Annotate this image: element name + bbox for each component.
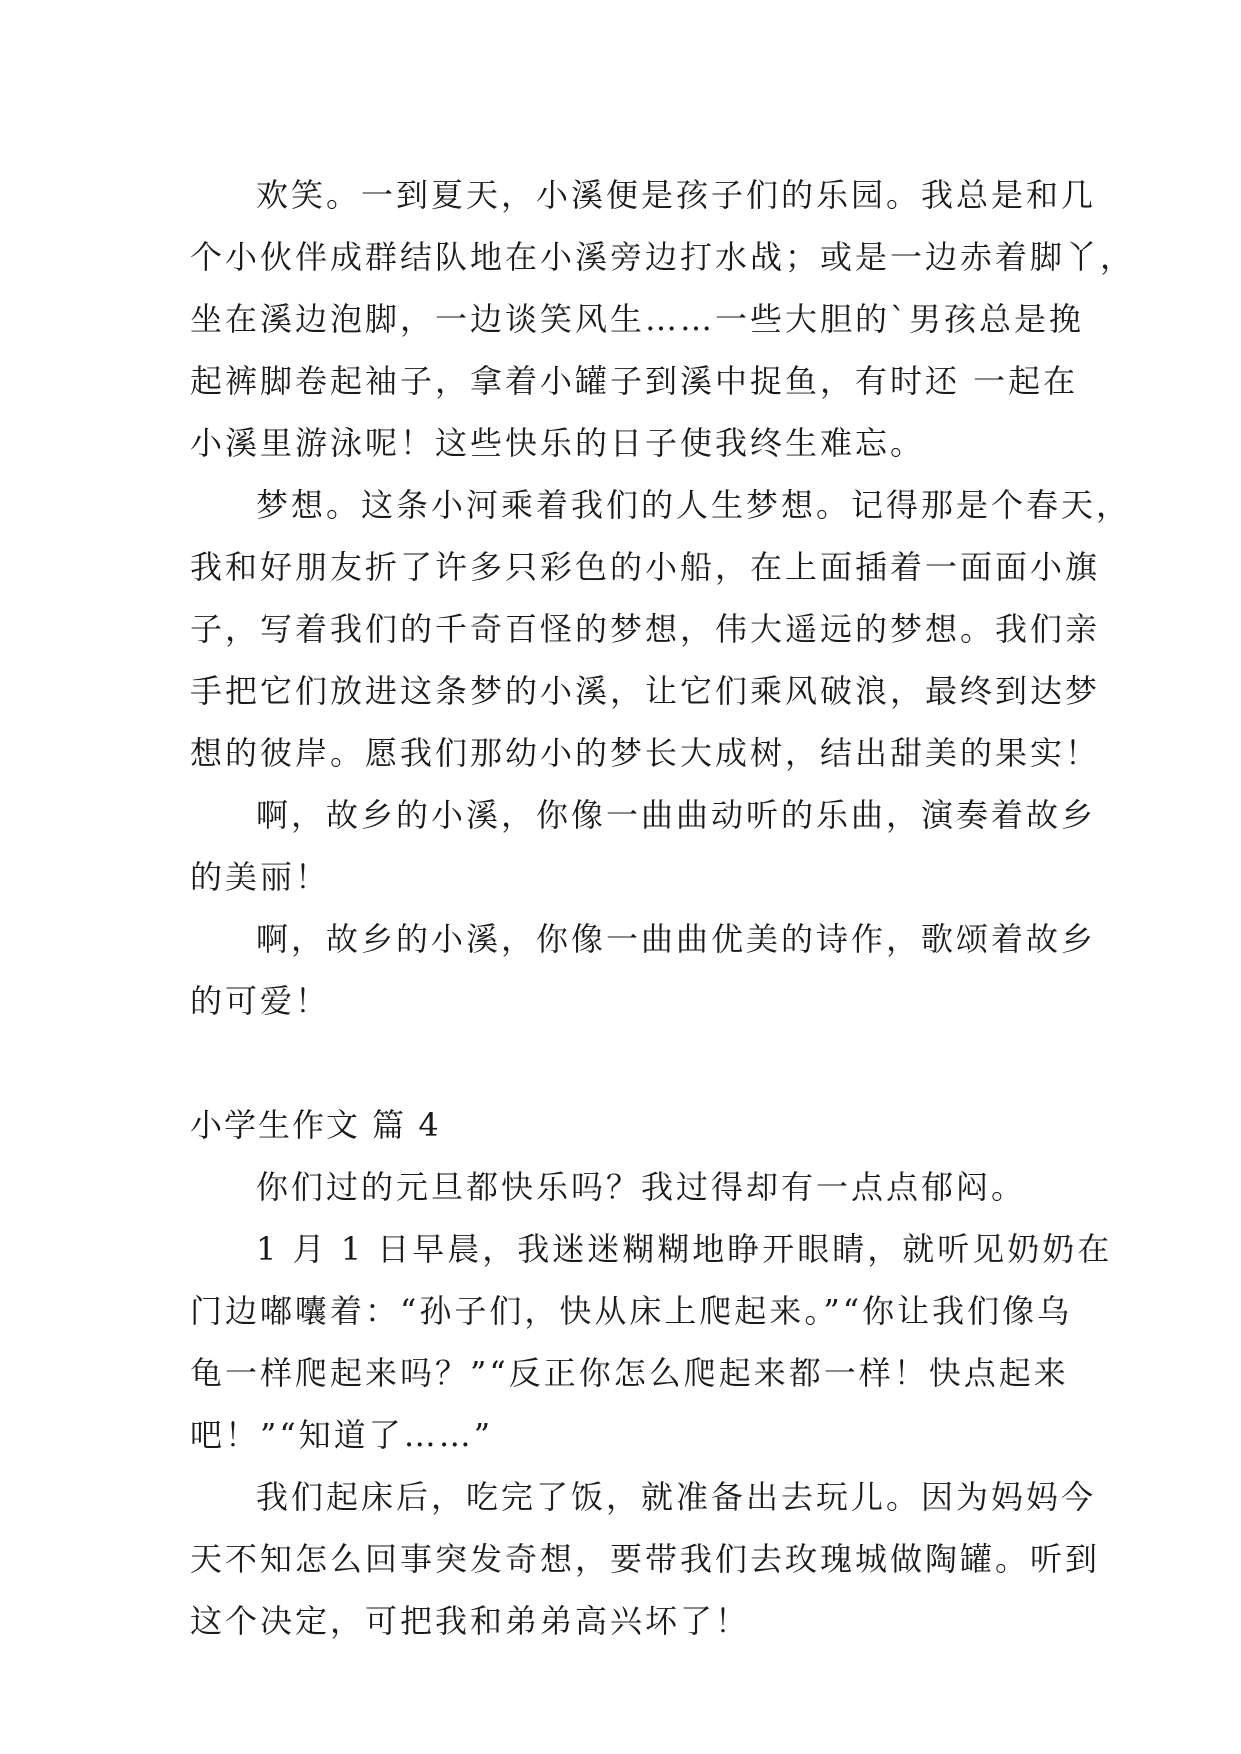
paragraph-line: 梦想。这条小河乘着我们的人生梦想。记得那是个春天， xyxy=(256,486,1132,524)
paragraph-line: 龟一样爬起来吗？”“反正你怎么爬起来都一样！快点起来 xyxy=(190,1354,1069,1392)
paragraph-line: 坐在溪边泡脚，一边谈笑风生……一些大胆的`男孩总是挽 xyxy=(190,300,1085,338)
section-spacer xyxy=(190,1032,1070,1094)
paragraph-line: 门边嘟囔着：“孙子们，快从床上爬起来。”“你让我们像乌 xyxy=(190,1292,1073,1330)
paragraph-line: 个小伙伴成群结队地在小溪旁边打水战；或是一边赤着脚丫， xyxy=(190,238,1136,276)
paragraph-line: 子，写着我们的千奇百怪的梦想，伟大遥远的梦想。我们亲 xyxy=(190,610,1101,648)
paragraph-line: 我和好朋友折了许多只彩色的小船，在上面插着一面面小旗 xyxy=(190,548,1101,586)
paragraph-line: 啊，故乡的小溪，你像一曲曲动听的乐曲，演奏着故乡 xyxy=(256,796,1097,834)
paragraph-line: 天不知怎么回事突发奇想，要带我们去玫瑰城做陶罐。听到 xyxy=(190,1540,1101,1578)
paragraph-line: 的可爱！ xyxy=(190,982,331,1020)
paragraph-line: 吧！”“知道了……” xyxy=(190,1416,494,1454)
paragraph-line: 起裤脚卷起袖子，拿着小罐子到溪中捉鱼，有时还 一起在 xyxy=(190,362,1079,400)
paragraph-line: 欢笑。一到夏天，小溪便是孩子们的乐园。我总是和几 xyxy=(256,176,1097,214)
paragraph-line: 这个决定，可把我和弟弟高兴坏了！ xyxy=(190,1602,751,1640)
paragraph-line: 想的彼岸。愿我们那幼小的梦长大成树，结出甜美的果实！ xyxy=(190,734,1101,772)
paragraph-line: 小溪里游泳呢！这些快乐的日子使我终生难忘。 xyxy=(190,424,926,462)
paragraph-line: 啊，故乡的小溪，你像一曲曲优美的诗作，歌颂着故乡 xyxy=(256,920,1097,958)
paragraph-line: 1 月 1 日早晨，我迷迷糊糊地睁开眼睛，就听见奶奶在 xyxy=(256,1230,1113,1268)
section-heading: 小学生作文 篇 4 xyxy=(190,1106,441,1144)
paragraph-line: 我们起床后，吃完了饭，就准备出去玩儿。因为妈妈今 xyxy=(256,1478,1097,1516)
essay-text xyxy=(190,164,1136,1652)
paragraph-line: 的美丽！ xyxy=(190,858,331,896)
paragraph-line: 你们过的元旦都快乐吗？我过得却有一点点郁闷。 xyxy=(256,1168,1027,1206)
paragraph-line: 手把它们放进这条梦的小溪，让它们乘风破浪，最终到达梦 xyxy=(190,672,1101,710)
